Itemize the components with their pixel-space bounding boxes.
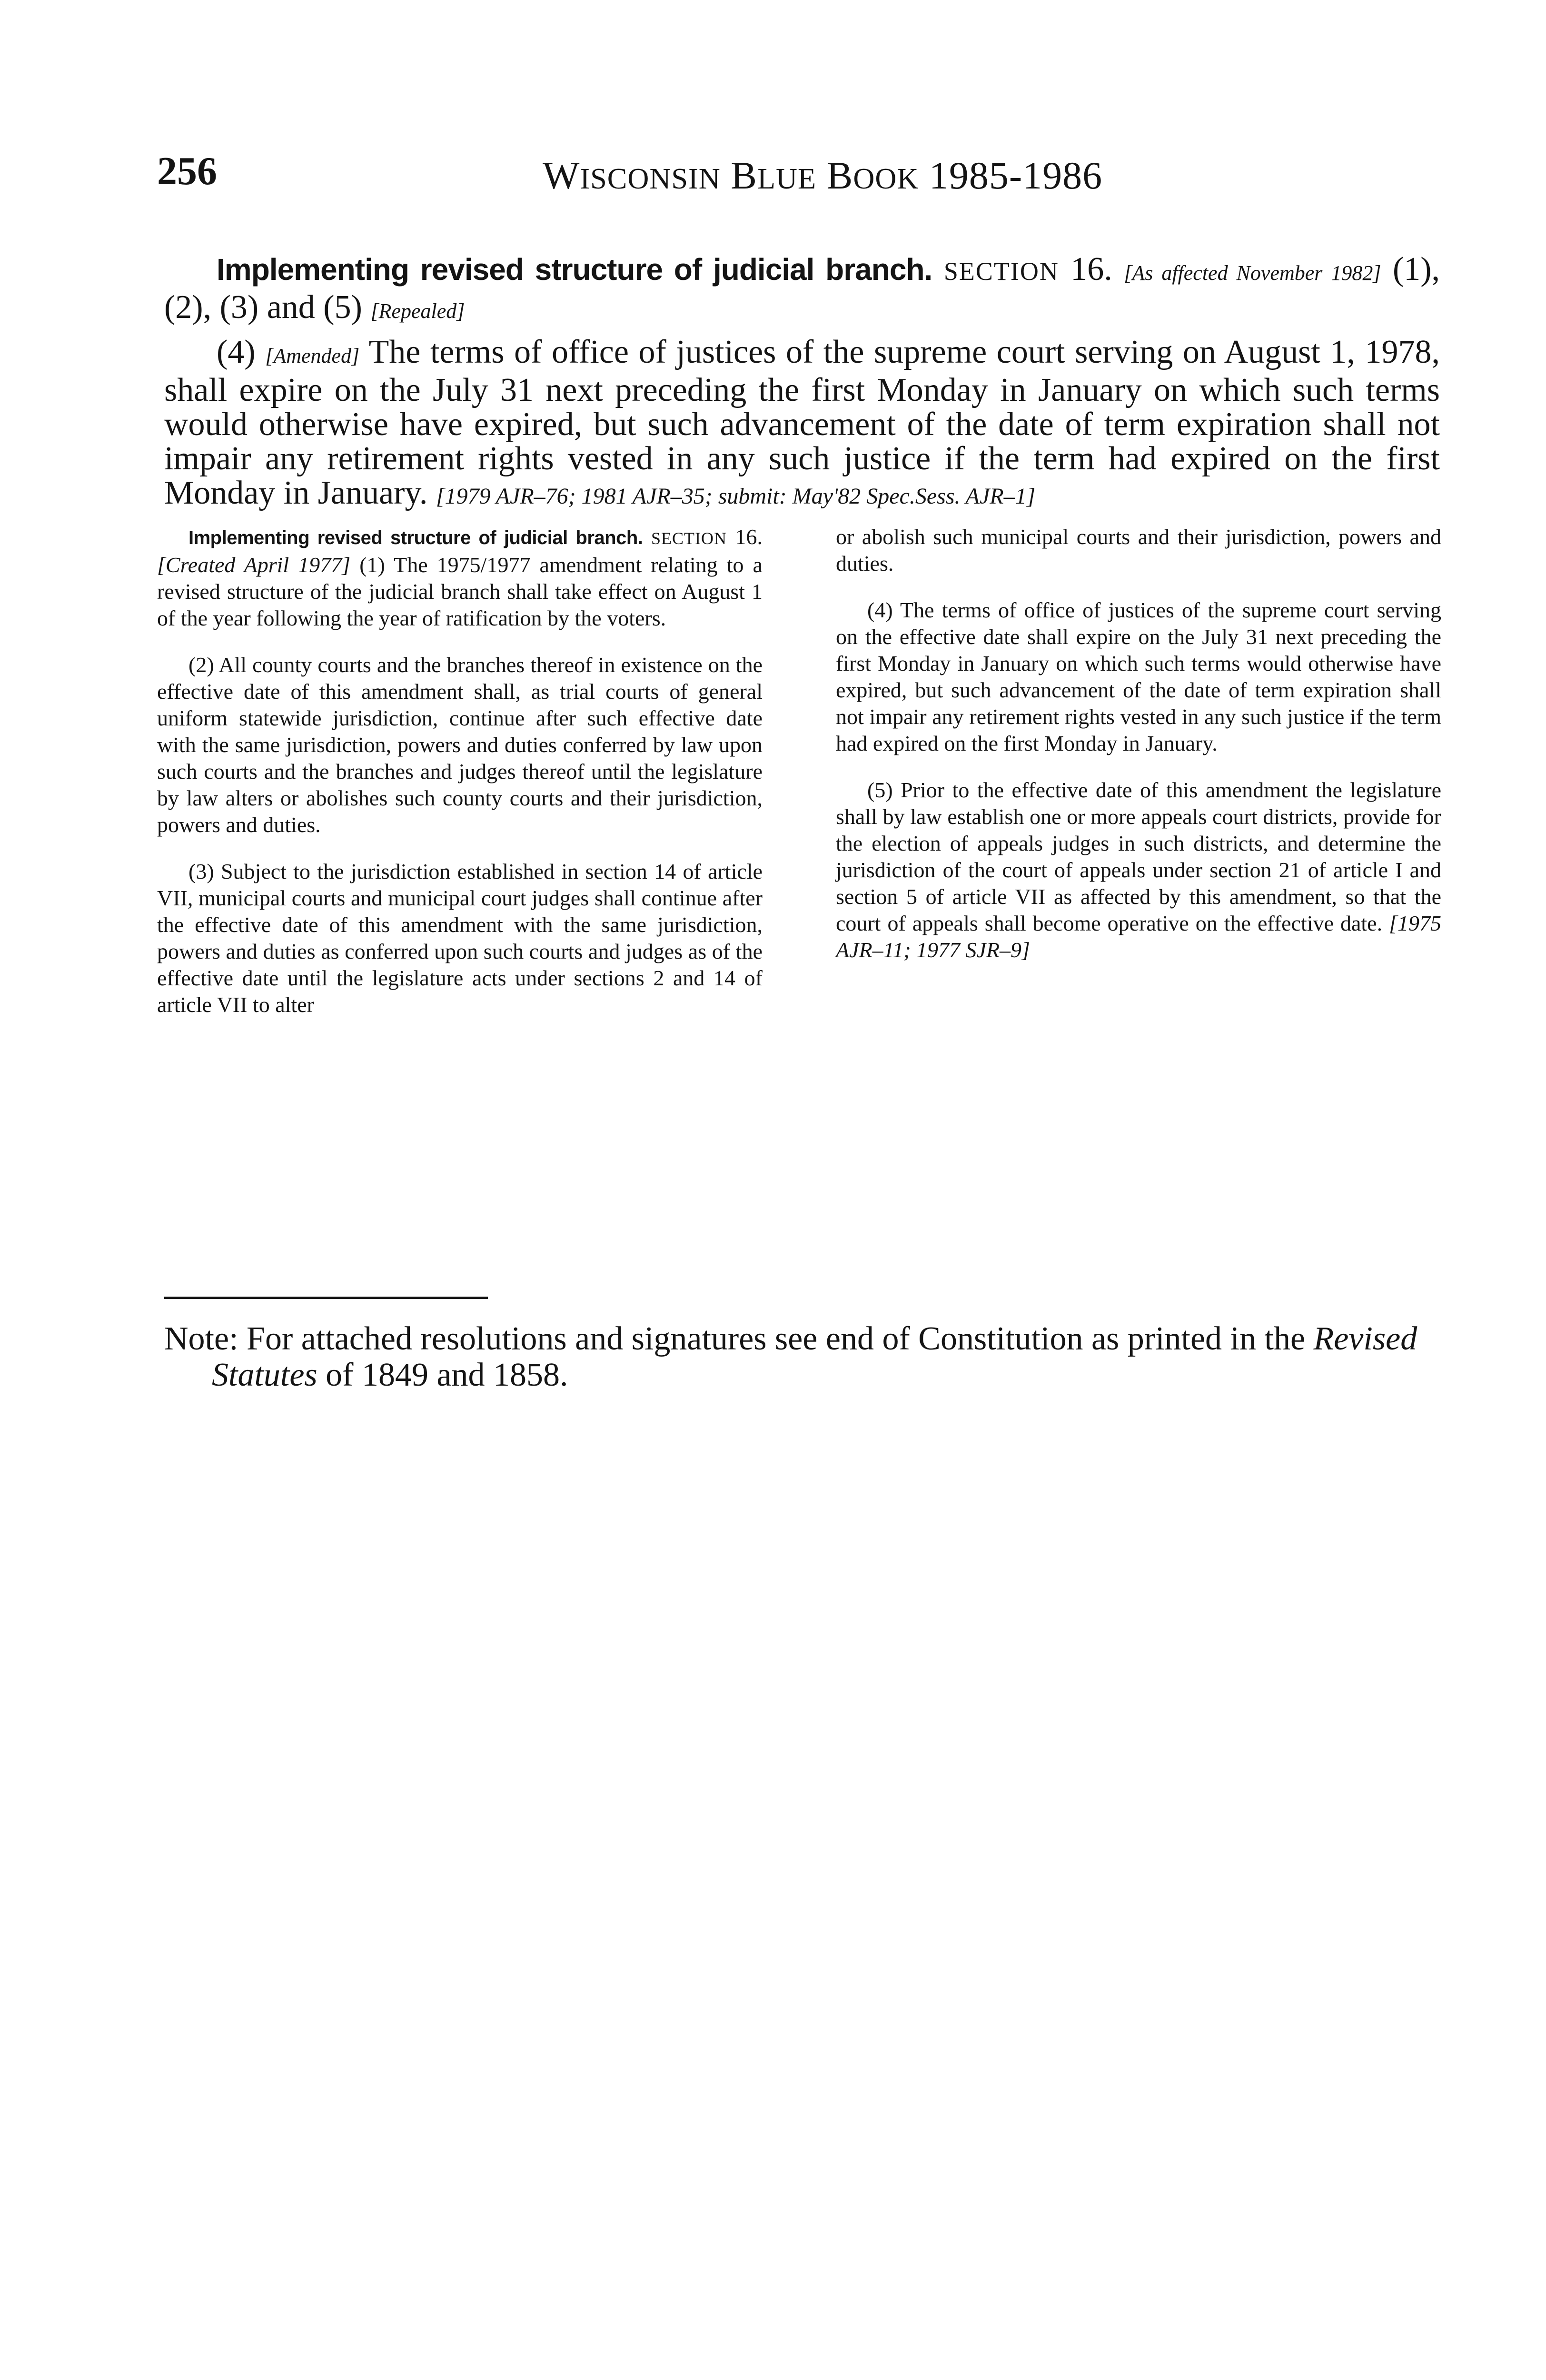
lead-p4-citation: [1979 AJR–76; 1981 AJR–35; submit: May'82 Spec.Sess. AJR–1] bbox=[436, 484, 1036, 509]
footnote-text-before: Note: For attached resolutions and signatures see end of Constitution as printed in the bbox=[164, 1320, 1306, 1357]
running-head-b: B bbox=[731, 154, 757, 197]
lead-p4-text: The terms of office of justices of the supreme court serving on August 1, 1978, shall expire on the July 31 next preceding the first Monday in January on which such terms would otherwise have expired, but such advancement of the date of term expiration shall not impair any retirement rights vested in any such justice if the term had expired on the first Monday in January. bbox=[164, 334, 1440, 511]
lead-p4-number: (4) bbox=[217, 334, 256, 370]
left-paragraph-2: (2) All county courts and the branches thereof in existence on the effective date of this amendment shall, as trial courts of general uniform statewide jurisdiction, continue after such effective date with the same jurisdiction, powers and duties conferred by law upon such courts and the branches and judges thereof until the legislature by law alters or abolishes such county courts and their jurisdiction, powers and duties. bbox=[157, 653, 763, 837]
lead-affected-note: [As affected November 1982] bbox=[1124, 261, 1381, 285]
left-paragraph-1 bbox=[157, 524, 763, 632]
running-head-lue: LUE bbox=[757, 162, 817, 195]
right-p5-citation: [1975 AJR–11; 1977 SJR–9] bbox=[836, 911, 1442, 962]
lead-repealed-items: (1), (2), (3) and (5) bbox=[164, 251, 1440, 326]
left-paragraph-3: (3) Subject to the jurisdiction established in section 14 of article VII, municipal courts and municipal court judges shall continue after the effective date of this amendment with the same jurisdiction, powers and duties as conferred upon such courts and judges as of the effective date until the legislature acts under sections 2 and 14 of article VII to alter bbox=[157, 859, 763, 1017]
right-paragraph-4: (4) The terms of office of justices of the supreme court serving on the effective date shall expire on the July 31 next preceding the first Monday in January on which such terms would otherwise have expired, but such advancement of the date of term expiration shall not impair any retirement rights vested in any such justice if the term had expired on the first Monday in January. bbox=[836, 598, 1441, 755]
left-heading: Implementing revised structure of judicial branch. bbox=[188, 527, 643, 548]
running-head-ook: OOK bbox=[853, 162, 919, 195]
left-p1-text: (1) The 1975/1977 amendment relating to a revised structure of the judicial branch shall take effect on August 1 of the year following the year of ratification by the voters. bbox=[157, 553, 763, 630]
lead-section-label: SECTION bbox=[943, 257, 1059, 286]
running-head-isconsin: ISCONSIN bbox=[580, 162, 721, 195]
footnote-rule bbox=[164, 1297, 488, 1299]
running-head-b2: B bbox=[826, 154, 853, 197]
footnote bbox=[164, 1321, 1445, 1393]
running-head-year: 1985-1986 bbox=[929, 154, 1103, 197]
left-column bbox=[157, 524, 763, 1018]
lead-heading: Implementing revised structure of judicial branch. bbox=[217, 252, 932, 287]
right-column bbox=[836, 524, 1441, 963]
lead-p4-amended: [Amended] bbox=[265, 344, 360, 367]
lead-section bbox=[164, 252, 1440, 514]
running-head bbox=[543, 156, 1102, 195]
lead-repealed-note: [Repealed] bbox=[370, 299, 465, 323]
page-number: 256 bbox=[157, 149, 217, 193]
lead-paragraph-4 bbox=[164, 335, 1440, 514]
right-paragraph-3-continued: or abolish such municipal courts and their jurisdiction, powers and duties. bbox=[836, 525, 1441, 575]
footnote-italic-title: Revised Statutes bbox=[212, 1320, 1417, 1393]
left-created-note: [Created April 1977] bbox=[157, 553, 351, 577]
lead-section-number: 16. bbox=[1070, 251, 1112, 288]
running-head-w: W bbox=[543, 154, 580, 197]
right-p5-text: (5) Prior to the effective date of this amendment the legislature shall by law establish one or more appeals court districts, provide for the election of appeals judges in such districts, and determine the jurisdiction of the court of appeals under section 21 of article I and section 5 of article VII as affected by this amendment, so that the court of appeals shall become operative on the effective date. bbox=[836, 778, 1441, 935]
footnote-text-after: of 1849 and 1858. bbox=[326, 1357, 568, 1393]
right-paragraph-5 bbox=[836, 777, 1441, 963]
left-section-number: 16. bbox=[735, 525, 763, 549]
left-section-label: SECTION bbox=[651, 529, 727, 548]
lead-paragraph-repealed bbox=[164, 252, 1440, 328]
footnote-text bbox=[164, 1321, 1445, 1393]
